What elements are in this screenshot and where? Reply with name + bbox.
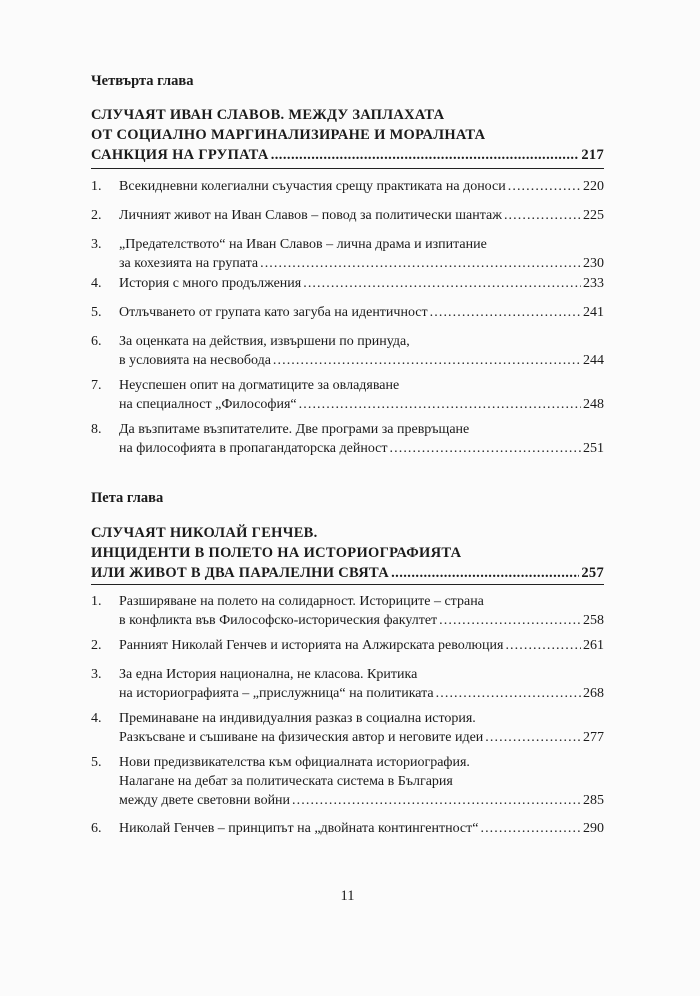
chapter-title-line: ИЛИ ЖИВОТ В ДВА ПАРАЛЕЛНИ СВЯТА — [91, 565, 390, 581]
entry-title-line: Неуспешен опит на догматиците за овладяване — [119, 378, 400, 393]
entry-title-line: За оценката на действия, извършени по принуда, — [119, 334, 410, 349]
dot-leader — [430, 303, 581, 322]
chapter-title-line: ОТ СОЦИАЛНО МАРГИНАЛИЗИРАНЕ И МОРАЛНАТА — [91, 127, 486, 143]
entry-title-line: Налагане на дебат за политическата система в България — [119, 774, 453, 789]
toc-entry[interactable] — [91, 235, 604, 273]
entry-page-number: 233 — [583, 276, 604, 291]
entry-page-number: 285 — [583, 793, 604, 808]
toc-entry[interactable] — [91, 274, 604, 293]
toc-entry[interactable] — [91, 636, 604, 655]
chapter-label: Четвърта глава — [91, 73, 194, 89]
chapter-page-number: 217 — [581, 147, 604, 163]
dot-leader — [273, 351, 581, 370]
entry-title: за кохезията на групата — [119, 256, 259, 271]
entry-title-line: Нови предизвикателства към официалната историография. — [119, 755, 470, 770]
entry-title: на специалност „Философия“ — [119, 397, 297, 412]
entry-number: 4. — [91, 711, 102, 726]
divider-rule — [91, 168, 604, 169]
dot-leader — [505, 636, 581, 655]
toc-entry[interactable] — [91, 665, 604, 703]
entry-page-number: 244 — [583, 353, 604, 368]
entry-title: Отлъчването от групата като загуба на идентичност — [119, 305, 428, 320]
toc-entry[interactable] — [91, 709, 604, 747]
divider-rule — [91, 584, 604, 585]
entry-title: Разкъсване и съшиване на физическия автор и неговите идеи — [119, 730, 484, 745]
entry-title: в условията на несвобода — [119, 353, 271, 368]
dot-leader — [436, 684, 581, 703]
chapter-title — [91, 523, 604, 583]
chapter-title-last-row — [91, 145, 604, 165]
entry-number: 1. — [91, 179, 102, 194]
chapter-title — [91, 105, 604, 165]
toc-entry[interactable] — [91, 420, 604, 458]
entry-title: между двете световни войни — [119, 793, 291, 808]
entry-page-number: 290 — [583, 821, 604, 836]
entry-page-number: 241 — [583, 305, 604, 320]
toc-entry[interactable] — [91, 753, 604, 810]
entry-title: в конфликта във Философско-историческия факултет — [119, 613, 438, 628]
entry-page-number: 277 — [583, 730, 604, 745]
dot-leader — [260, 254, 581, 273]
dot-leader — [391, 563, 579, 583]
chapter-title-last-row — [91, 563, 604, 583]
dot-leader — [390, 439, 581, 458]
entry-number: 2. — [91, 208, 102, 223]
entry-title: Ранният Николай Генчев и историята на Алжирската революция — [119, 638, 504, 653]
dot-leader — [292, 791, 581, 810]
entry-page-number: 230 — [583, 256, 604, 271]
entry-title-line: За една История национална, не класова. Критика — [119, 667, 418, 682]
chapter-title-line: СЛУЧАЯТ НИКОЛАЙ ГЕНЧЕВ. — [91, 525, 318, 541]
entry-number: 5. — [91, 755, 102, 770]
dot-leader — [299, 395, 581, 414]
entry-page-number: 261 — [583, 638, 604, 653]
chapter-title-line: САНКЦИЯ НА ГРУПАТА — [91, 147, 269, 163]
entry-title: на историографията – „прислужница“ на политиката — [119, 686, 434, 701]
entry-title-line: Да възпитаме възпитателите. Две програми за превръщане — [119, 422, 470, 437]
entry-page-number: 220 — [583, 179, 604, 194]
toc-entry[interactable] — [91, 206, 604, 225]
entry-number: 5. — [91, 305, 102, 320]
toc-entry[interactable] — [91, 303, 604, 322]
dot-leader — [508, 177, 581, 196]
entry-title: Личният живот на Иван Славов – повод за политически шантаж — [119, 208, 502, 223]
chapter-page-number: 257 — [581, 565, 604, 581]
dot-leader — [439, 611, 581, 630]
toc-entry[interactable] — [91, 819, 604, 838]
chapter-label: Пета глава — [91, 490, 164, 506]
dot-leader — [504, 206, 581, 225]
toc-entry[interactable] — [91, 332, 604, 370]
toc-entry[interactable] — [91, 592, 604, 630]
entry-number: 3. — [91, 237, 102, 252]
chapter-title-line: СЛУЧАЯТ ИВАН СЛАВОВ. МЕЖДУ ЗАПЛАХАТА — [91, 107, 445, 123]
entry-number: 6. — [91, 334, 102, 349]
page-number: 11 — [340, 888, 355, 904]
dot-leader — [271, 145, 580, 165]
entry-number: 6. — [91, 821, 102, 836]
dot-leader — [485, 728, 581, 747]
entry-page-number: 258 — [583, 613, 604, 628]
entry-number: 4. — [91, 276, 102, 291]
entry-title: на философията в пропагандаторска дейност — [119, 441, 388, 456]
entry-title-line: „Предателството“ на Иван Славов – лична драма и изпитание — [119, 237, 487, 252]
toc-entry[interactable] — [91, 177, 604, 196]
entry-number: 3. — [91, 667, 102, 682]
entry-number: 7. — [91, 378, 102, 393]
chapter-title-line: ИНЦИДЕНТИ В ПОЛЕТО НА ИСТОРИОГРАФИЯТА — [91, 545, 462, 561]
entry-number: 1. — [91, 594, 102, 609]
entry-title: История с много продължения — [119, 276, 302, 291]
entry-title-line: Разширяване на полето на солидарност. Историците – страна — [119, 594, 484, 609]
entry-page-number: 268 — [583, 686, 604, 701]
entry-page-number: 225 — [583, 208, 604, 223]
entry-title: Всекидневни колегиални съучастия срещу практиката на доноси — [119, 179, 506, 194]
entry-number: 2. — [91, 638, 102, 653]
dot-leader — [303, 274, 581, 293]
entry-title-line: Преминаване на индивидуалния разказ в социална история. — [119, 711, 476, 726]
toc-page — [91, 0, 604, 996]
entry-page-number: 251 — [583, 441, 604, 456]
entry-page-number: 248 — [583, 397, 604, 412]
toc-entry[interactable] — [91, 376, 604, 414]
entry-number: 8. — [91, 422, 102, 437]
entry-title: Николай Генчев – принципът на „двойната контингентност“ — [119, 821, 479, 836]
dot-leader — [480, 819, 581, 838]
